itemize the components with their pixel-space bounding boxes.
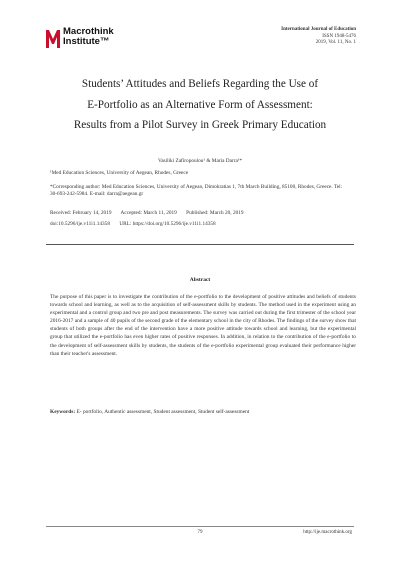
macrothink-m-icon xyxy=(46,28,60,48)
author-list: Vasiliki Zafiropoulou¹ & Maria Darra¹* xyxy=(157,158,243,164)
journal-issn: ISSN 1948-5476 xyxy=(322,33,356,39)
paper-title xyxy=(40,74,360,136)
corresponding-author: *Corresponding author: Med Education Sciences, University of Aegean, Dimokratias 1, 7th March Building, 85100, Rhodes, Greece. Tel: 30-693-242-5984. E-mail: darra@aegean.gr xyxy=(50,184,343,198)
published-date: Published: March 20, 2019 xyxy=(186,210,244,216)
abstract-text: The purpose of this paper is to investigate the contribution of the e-portfolio to the development of positive attitudes and beliefs of students towards school and learning, as well as to the acquisition of self-assessment skills by students. The method used in the experiment using an experimental and a control group and two pre and post measurements. The survey was carried out during the first trimester of the school year 2016-2017 and a sample of 40 pupils of the second grade of the elementary school in the city of Rhodes. The findings of the survey show that students of both groups after the end of the intervention have a more positive attitude towards school and learning, but the experimental group that utilized the e-portfolio has even higher rates of positive responses. In addition, in relation to the contribution of the e-portfolio to the development of self-assessment skills by students, the students of the e-portfolio experimental group evaluated their performance higher than their teacher's assessment. xyxy=(50,294,356,357)
publisher-name: Macrothink Institute™ xyxy=(63,26,114,47)
title-line-1: Students’ Attitudes and Beliefs Regarding the Use of xyxy=(81,78,319,90)
title-line-3: Results from a Pilot Survey in Greek Primary Education xyxy=(73,119,327,131)
affiliations xyxy=(50,170,350,199)
footer-divider xyxy=(46,526,354,527)
abstract-heading: Abstract xyxy=(189,277,211,283)
affiliation-1: ¹Med Education Sciences, University of Aegean, Rhodes, Greece xyxy=(50,170,189,176)
publisher-logo[interactable] xyxy=(46,27,138,55)
received-date: Received: February 14, 2019 xyxy=(50,210,112,216)
title-line-2: E-Portfolio as an Alternative Form of Assessment: xyxy=(87,98,313,111)
footer-url[interactable]: http://ije.macrothink.org xyxy=(303,530,352,535)
journal-info xyxy=(281,27,356,47)
url-link[interactable]: URL: https://doi.org/10.5296/ije.v11i1.14358 xyxy=(119,220,216,227)
accepted-date: Accepted: March 11, 2019 xyxy=(120,210,177,216)
journal-volume: 2019, Vol. 11, No. 1 xyxy=(315,40,356,45)
page-number: 79 xyxy=(197,530,203,535)
keywords xyxy=(50,409,356,415)
keywords-text: E- portfolio, Authentic assessment, Student assessment, Student self-assessment xyxy=(76,409,250,415)
header-divider xyxy=(46,244,354,245)
doi-link[interactable]: doi:10.5296/ije.v11i1.14358 xyxy=(50,220,110,227)
keywords-label: Keywords: xyxy=(50,409,76,415)
journal-name: International Journal of Education xyxy=(281,27,356,32)
publication-dates xyxy=(50,208,350,229)
